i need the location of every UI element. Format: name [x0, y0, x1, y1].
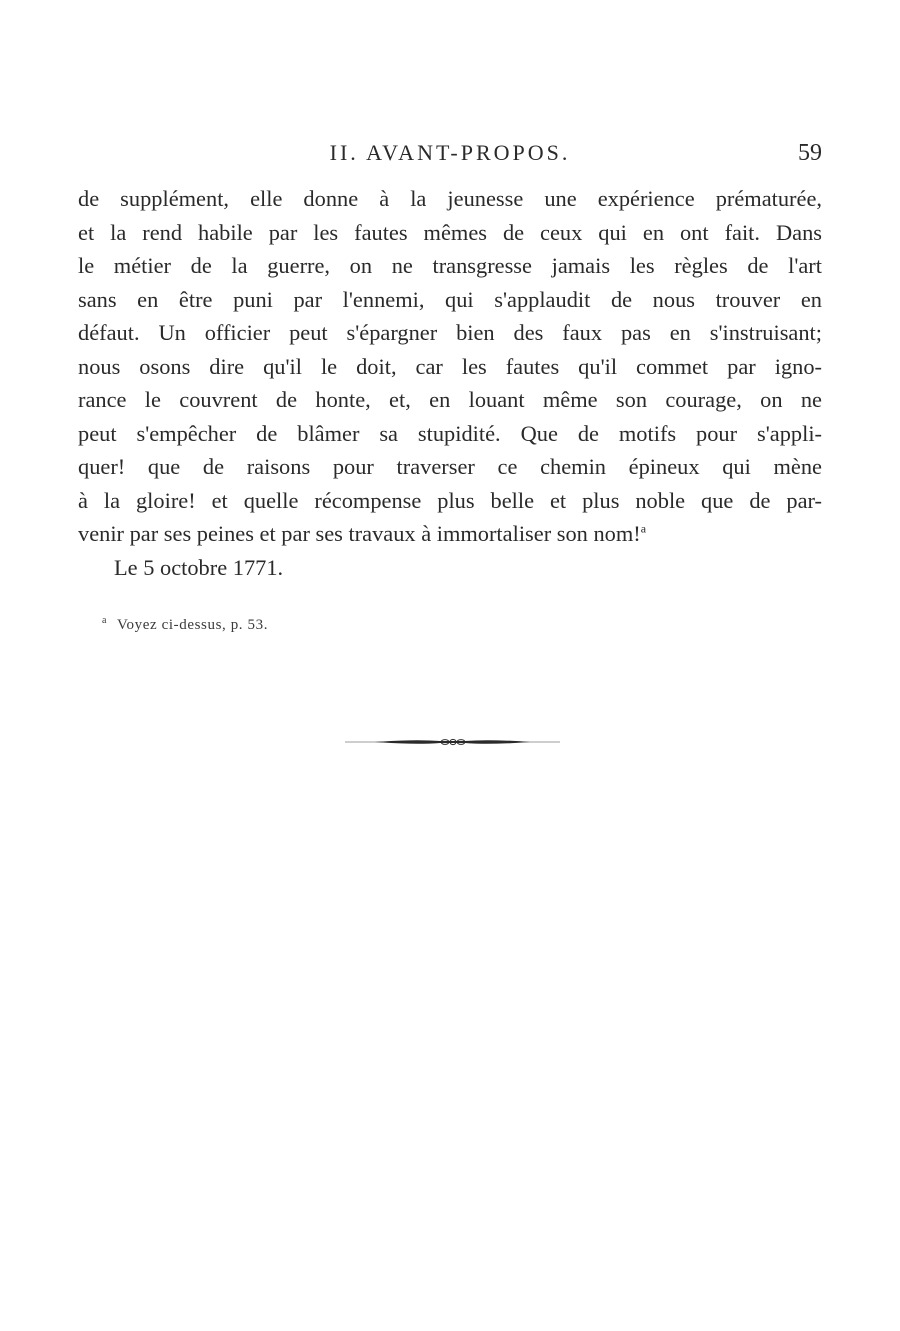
text-line-last [78, 517, 822, 551]
text-line-last-content: venir par ses peines et par ses travaux à immortaliser son nom! [78, 521, 641, 546]
running-head [78, 140, 822, 170]
body-paragraph [78, 182, 822, 584]
date-line: Le 5 octobre 1771. [114, 554, 284, 580]
text-line: peut s'empêcher de blâmer sa stupidité. Que de motifs pour s'appli- [78, 420, 822, 446]
text-line: sans en être puni par l'ennemi, qui s'applaudit de nous trouver en [78, 286, 822, 312]
text-line: le métier de la guerre, on ne transgresse jamais les règles de l'art [78, 253, 822, 278]
text-line: à la gloire! et quelle récompense plus belle et plus noble que de par- [78, 487, 822, 513]
text-line: quer! que de raisons pour traverser ce chemin épineux qui mène [78, 454, 822, 479]
footnote-mark: a [102, 615, 108, 626]
tailpiece-ornament-icon [345, 734, 560, 750]
text-line: défaut. Un officier peut s'épargner bien des faux pas en s'instruisant; [78, 320, 822, 345]
text-line: de supplément, elle donne à la jeunesse une expérience prématurée, [78, 186, 822, 211]
footnote-reference[interactable]: a [640, 521, 647, 536]
footnote-text: Voyez ci-dessus, p. 53. [117, 617, 269, 633]
text-line: nous osons dire qu'il le doit, car les fautes qu'il commet par igno- [78, 353, 822, 379]
running-title: II. AVANT-PROPOS. [329, 140, 571, 165]
footnote [102, 615, 268, 634]
page-number: 59 [798, 140, 822, 166]
text-line: rance le couvrent de honte, et, en louant même son courage, on ne [78, 387, 822, 412]
text-line: et la rend habile par les fautes mêmes de ceux qui en ont fait. Dans [78, 219, 822, 245]
